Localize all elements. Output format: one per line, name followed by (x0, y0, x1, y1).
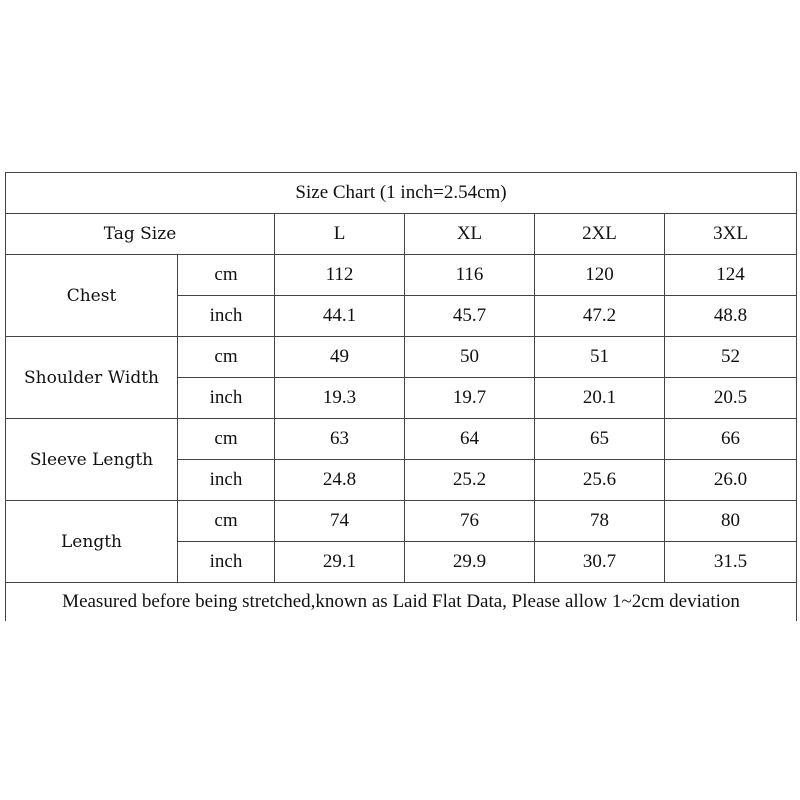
chest-cm-row (6, 255, 797, 296)
sleeve-cm-row (6, 419, 797, 460)
value-cell: 65 (535, 419, 665, 460)
size-header-l: L (275, 214, 405, 255)
unit-cm: cm (178, 501, 275, 542)
unit-cm: cm (178, 419, 275, 460)
value-cell: 20.1 (535, 378, 665, 419)
value-cell: 20.5 (665, 378, 797, 419)
unit-inch: inch (178, 378, 275, 419)
value-cell: 29.9 (405, 542, 535, 583)
value-cell: 47.2 (535, 296, 665, 337)
value-cell: 64 (405, 419, 535, 460)
value-cell: 51 (535, 337, 665, 378)
measurement-note: Measured before being stretched,known as Laid Flat Data, Please allow 1~2cm deviation (6, 583, 797, 622)
size-chart-title: Size Chart (1 inch=2.54cm) (6, 173, 797, 214)
value-cell: 112 (275, 255, 405, 296)
shoulder-cm-row (6, 337, 797, 378)
value-cell: 24.8 (275, 460, 405, 501)
unit-cm: cm (178, 255, 275, 296)
value-cell: 50 (405, 337, 535, 378)
size-header-3xl: 3XL (665, 214, 797, 255)
value-cell: 52 (665, 337, 797, 378)
unit-inch: inch (178, 542, 275, 583)
value-cell: 25.6 (535, 460, 665, 501)
size-chart-table (5, 172, 797, 621)
unit-inch: inch (178, 296, 275, 337)
measure-name-shoulder-width: Shoulder Width (6, 337, 178, 419)
header-row (6, 214, 797, 255)
unit-cm: cm (178, 337, 275, 378)
value-cell: 49 (275, 337, 405, 378)
value-cell: 19.7 (405, 378, 535, 419)
value-cell: 63 (275, 419, 405, 460)
measure-name-chest: Chest (6, 255, 178, 337)
value-cell: 19.3 (275, 378, 405, 419)
footer-row (6, 583, 797, 622)
size-header-xl: XL (405, 214, 535, 255)
value-cell: 30.7 (535, 542, 665, 583)
value-cell: 48.8 (665, 296, 797, 337)
value-cell: 26.0 (665, 460, 797, 501)
value-cell: 29.1 (275, 542, 405, 583)
measure-name-sleeve-length: Sleeve Length (6, 419, 178, 501)
value-cell: 74 (275, 501, 405, 542)
measure-name-length: Length (6, 501, 178, 583)
tag-size-label: Tag Size (6, 214, 275, 255)
length-cm-row (6, 501, 797, 542)
value-cell: 78 (535, 501, 665, 542)
unit-inch: inch (178, 460, 275, 501)
value-cell: 44.1 (275, 296, 405, 337)
value-cell: 80 (665, 501, 797, 542)
size-header-2xl: 2XL (535, 214, 665, 255)
value-cell: 116 (405, 255, 535, 296)
value-cell: 76 (405, 501, 535, 542)
value-cell: 31.5 (665, 542, 797, 583)
title-row (6, 173, 797, 214)
value-cell: 45.7 (405, 296, 535, 337)
value-cell: 25.2 (405, 460, 535, 501)
value-cell: 66 (665, 419, 797, 460)
value-cell: 120 (535, 255, 665, 296)
value-cell: 124 (665, 255, 797, 296)
